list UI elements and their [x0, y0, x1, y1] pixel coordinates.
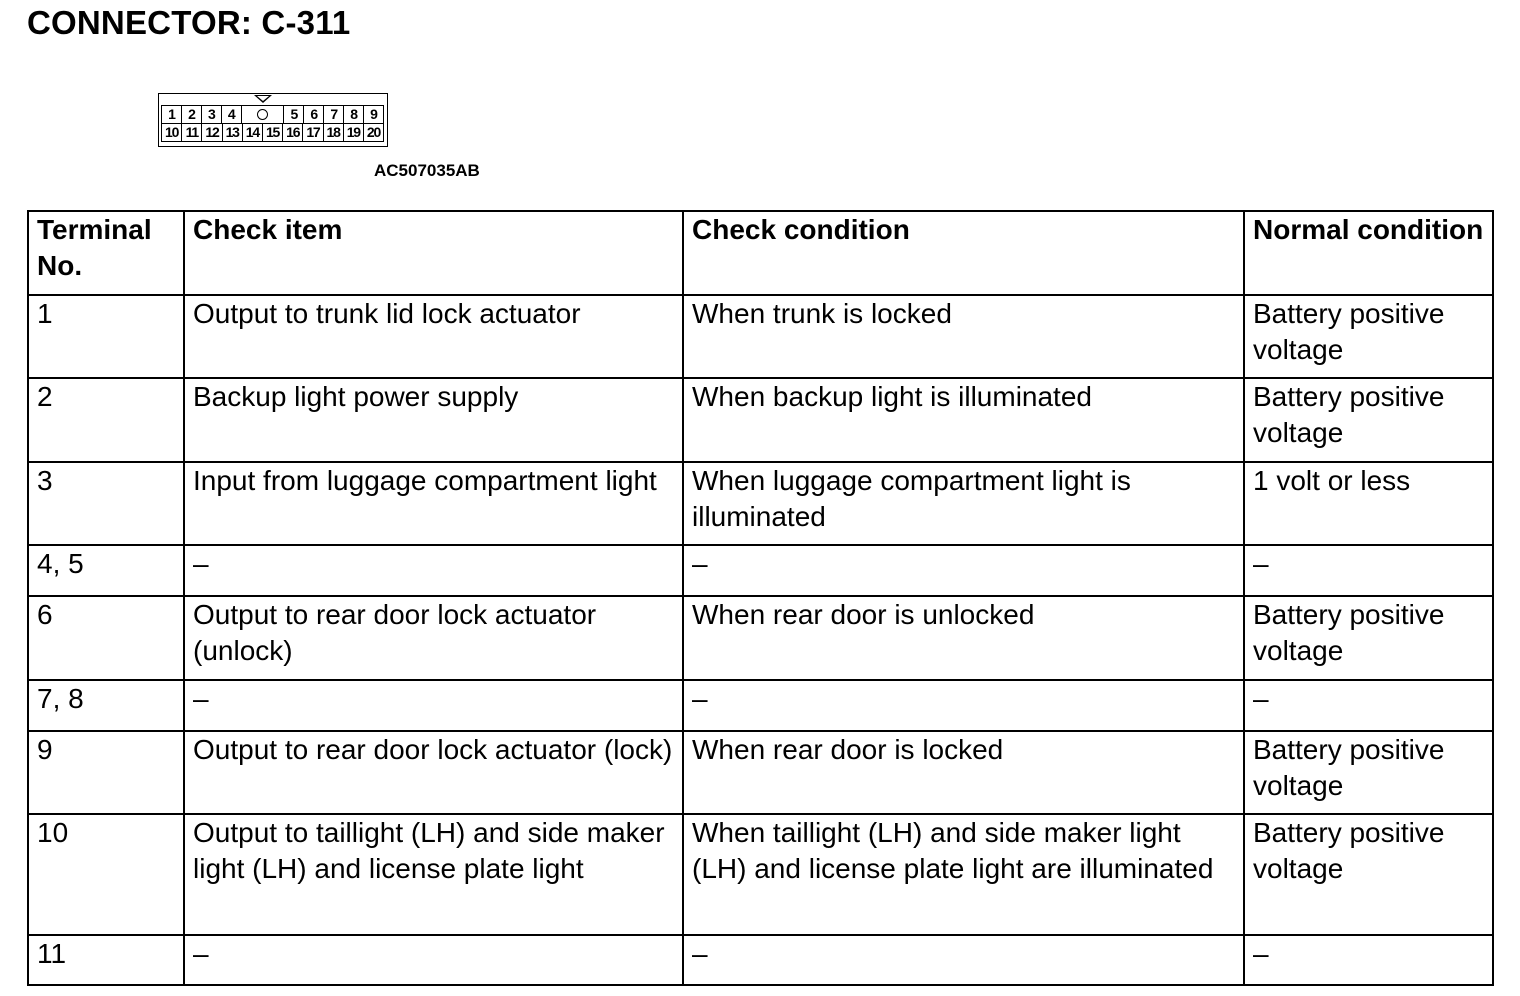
connector-pin: 4 — [222, 106, 242, 123]
table-row — [28, 814, 1493, 935]
connector-pin: 11 — [182, 124, 202, 141]
cell-check-condition: When rear door is locked — [683, 731, 1244, 814]
header-terminal-no: Terminal No. — [28, 211, 184, 295]
table-row — [28, 731, 1493, 814]
table-row — [28, 545, 1493, 596]
cell-normal-condition: 1 volt or less — [1244, 462, 1493, 545]
cell-terminal: 2 — [28, 378, 184, 462]
connector-face — [161, 105, 384, 142]
connector-pin: 13 — [223, 124, 243, 141]
table-row — [28, 680, 1493, 731]
connector-pin: 18 — [324, 124, 344, 141]
connector-pin: 19 — [344, 124, 364, 141]
cell-terminal: 1 — [28, 295, 184, 378]
page-title: CONNECTOR: C-311 — [27, 4, 351, 41]
connector-pin: 20 — [366, 124, 381, 140]
cell-check-item: Output to taillight (LH) and side maker light (LH) and license plate light — [184, 814, 683, 935]
header-check-condition: Check condition — [683, 211, 1244, 295]
cell-check-item: Input from luggage compartment light — [184, 462, 683, 545]
connector-latch-icon — [254, 95, 272, 103]
cell-check-item: Output to trunk lid lock actuator — [184, 295, 683, 378]
connector-pin: 1 — [162, 106, 182, 123]
table-row — [28, 935, 1493, 985]
connector-pin: 12 — [202, 124, 222, 141]
cell-check-condition: When taillight (LH) and side maker light (LH) and license plate light are illuminated — [683, 814, 1244, 935]
connector-pin: 16 — [283, 124, 303, 141]
connector-pin: 3 — [202, 106, 222, 123]
cell-terminal: 7, 8 — [28, 680, 184, 731]
connector-pin: 2 — [182, 106, 202, 123]
cell-normal-condition: Battery positive voltage — [1244, 295, 1493, 378]
header-check-item: Check item — [184, 211, 683, 295]
cell-check-condition: When rear door is unlocked — [683, 596, 1244, 680]
cell-terminal: 4, 5 — [28, 545, 184, 596]
connector-diagram — [158, 93, 388, 147]
cell-check-condition: – — [683, 545, 1244, 596]
cell-check-condition: – — [683, 935, 1244, 985]
table-row — [28, 596, 1493, 680]
table-row — [28, 378, 1493, 462]
connector-pin: 9 — [370, 106, 377, 122]
connector-pin: 6 — [304, 106, 324, 123]
cell-check-item: – — [184, 935, 683, 985]
cell-normal-condition: Battery positive voltage — [1244, 731, 1493, 814]
cell-terminal: 9 — [28, 731, 184, 814]
cell-check-item: Output to rear door lock actuator (lock) — [184, 731, 683, 814]
connector-pin: 10 — [162, 124, 182, 141]
cell-normal-condition: Battery positive voltage — [1244, 596, 1493, 680]
cell-check-condition: – — [683, 680, 1244, 731]
cell-normal-condition: – — [1244, 680, 1493, 731]
cell-terminal: 6 — [28, 596, 184, 680]
connector-pin: 15 — [263, 124, 283, 141]
connector-key — [242, 106, 285, 123]
cell-terminal: 11 — [28, 935, 184, 985]
cell-normal-condition: Battery positive voltage — [1244, 378, 1493, 462]
cell-check-item: – — [184, 680, 683, 731]
table-row — [28, 295, 1493, 378]
connector-key-circle-icon — [257, 109, 268, 120]
figure-code: AC507035AB — [374, 161, 480, 180]
cell-check-condition: When backup light is illuminated — [683, 378, 1244, 462]
terminal-check-table — [27, 210, 1494, 986]
cell-check-item: Backup light power supply — [184, 378, 683, 462]
connector-pin-row-2 — [162, 123, 383, 141]
cell-check-condition: When trunk is locked — [683, 295, 1244, 378]
cell-normal-condition: – — [1244, 545, 1493, 596]
connector-pin: 14 — [243, 124, 263, 141]
connector-pin: 17 — [303, 124, 323, 141]
table-header-row — [28, 211, 1493, 295]
cell-terminal: 10 — [28, 814, 184, 935]
connector-pin-row-1 — [162, 106, 383, 123]
cell-check-item: Output to rear door lock actuator (unlock) — [184, 596, 683, 680]
cell-normal-condition: Battery positive voltage — [1244, 814, 1493, 935]
cell-normal-condition: – — [1244, 935, 1493, 985]
cell-check-condition: When luggage compartment light is illuminated — [683, 462, 1244, 545]
header-normal-condition: Normal condition — [1244, 211, 1493, 295]
table-row — [28, 462, 1493, 545]
cell-check-item: – — [184, 545, 683, 596]
connector-pin: 5 — [284, 106, 304, 123]
cell-terminal: 3 — [28, 462, 184, 545]
connector-pin: 7 — [324, 106, 344, 123]
connector-pin: 8 — [344, 106, 364, 123]
